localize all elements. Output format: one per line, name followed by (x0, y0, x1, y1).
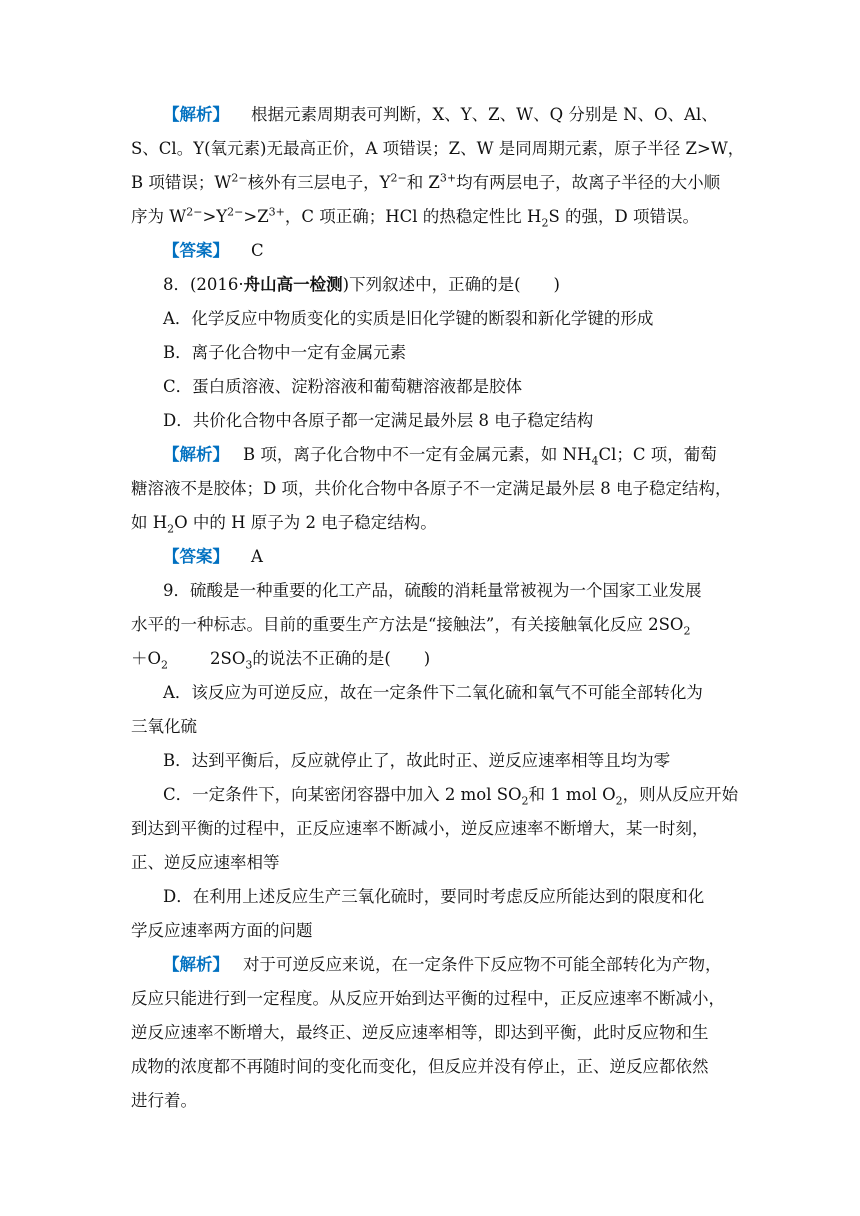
superscript: 2− (186, 205, 203, 219)
q9-option-a-line-1: A．该反应为可逆反应，故在一定条件下二氧化硫和氧气不可能全部转化为 (163, 683, 703, 702)
superscript: 2− (231, 171, 248, 185)
q9-stem-line-2 (131, 613, 690, 637)
subscript: 2 (541, 216, 549, 230)
text: )下列叙述中，正确的是( ) (342, 275, 560, 294)
q9-analysis-line-3: 逆反应速率不断增大，最终正、逆反应速率相等，即达到平衡，此时反应物和生 (131, 1023, 709, 1042)
superscript: 3+ (439, 171, 457, 185)
subscript: 2 (161, 658, 169, 672)
q7-analysis-line-4 (131, 205, 699, 229)
subscript: 2 (683, 624, 691, 638)
q9-option-c-line-1 (163, 783, 738, 807)
text: O 中的 H 原子为 2 电子稳定结构。 (174, 513, 437, 532)
q8-option-a: A．化学反应中物质变化的实质是旧化学键的断裂和新化学键的形成 (163, 309, 654, 328)
q8-analysis-line-2: 糖溶液不是胶体；D 项，共价化合物中各原子不一定满足最外层 8 电子稳定结构， (131, 479, 732, 498)
answer-value: A (251, 547, 263, 566)
text: 的说法不正确的是( ) (252, 649, 431, 668)
subscript: 2 (167, 522, 175, 536)
q9-option-b: B．达到平衡后，反应就停止了，故此时正、逆反应速率相等且均为零 (163, 751, 671, 770)
superscript: 2− (390, 171, 407, 185)
subscript: 2 (521, 794, 529, 808)
analysis-tag: 【解析】 (163, 955, 229, 974)
text: 如 H (131, 513, 168, 532)
q9-option-c-line-3: 正、逆反应速率相等 (131, 853, 280, 872)
text: 序为 W (131, 207, 187, 226)
q9-option-a-line-2: 三氧化硫 (131, 717, 197, 736)
subscript: 4 (591, 454, 599, 468)
text: ＋O (131, 649, 162, 668)
q9-analysis-line-5: 进行着。 (131, 1091, 197, 1110)
analysis-tag: 【解析】 (163, 445, 229, 464)
text: 核外有三层电子，Y (247, 173, 391, 192)
text: 根据元素周期表可判断，X、Y、Z、W、Q 分别是 N、O、Al、 (251, 105, 718, 124)
subscript: 3 (245, 658, 253, 672)
text: >Y (202, 207, 228, 226)
q9-analysis-line-4: 成物的浓度都不再随时间的变化而变化，但反应并没有停止，正、逆反应都依然 (131, 1057, 709, 1076)
q9-option-d-line-1: D．在利用上述反应生产三氧化硫时，要同时考虑反应所能达到的限度和化 (163, 887, 705, 906)
text: S、Cl。Y(氧元素)无最高正价，A 项错误；Z、W 是同周期元素，原子半径 Z>W， (131, 139, 745, 158)
superscript: 3+ (268, 205, 285, 219)
text: S 的强，D 项错误。 (548, 207, 699, 226)
subscript: 2 (615, 794, 623, 808)
q9-stem-line-1: 9．硫酸是一种重要的化工产品，硫酸的消耗量常被视为一个国家工业发展 (163, 581, 702, 600)
text: B 项错误；W (131, 173, 232, 192)
q9-option-d-line-2: 学反应速率两方面的问题 (131, 921, 313, 940)
text: 2SO (210, 649, 246, 668)
q9-option-c-line-2: 到达到平衡的过程中，正反应速率不断减小，逆反应速率不断增大，某一时刻， (131, 819, 709, 838)
q9-analysis-line-2: 反应只能进行到一定程度。从反应开始到达平衡的过程中，正反应速率不断减小， (131, 989, 725, 1008)
text: C．一定条件下，向某密闭容器中加入 2 mol SO (163, 785, 522, 804)
q8-answer-line (163, 545, 263, 569)
q8-option-d: D．共价化合物中各原子都一定满足最外层 8 电子稳定结构 (163, 411, 594, 430)
text: Cl；C 项，葡萄 (598, 445, 717, 464)
text: 8．(2016· (163, 275, 244, 294)
q7-answer-line (163, 239, 264, 263)
text: 和 1 mol O (528, 785, 616, 804)
q9-analysis-line-1 (163, 953, 722, 977)
text: B 项，离子化合物中不一定有金属元素，如 NH (243, 445, 592, 464)
answer-tag: 【答案】 (163, 547, 229, 566)
source-label: 舟山高一检测 (243, 275, 343, 294)
q9-stem-line-3 (131, 647, 430, 671)
text: 和 Z (406, 173, 440, 192)
q8-analysis-line-1 (163, 443, 717, 467)
text: 水平的一种标志。目前的重要生产方法是“接触法”，有关接触氧化反应 2SO (131, 615, 684, 634)
superscript: 2− (227, 205, 244, 219)
text: 均有两层电子，故离子半径的大小顺 (456, 173, 721, 192)
q7-analysis-line-1 (163, 103, 718, 127)
analysis-tag: 【解析】 (163, 105, 229, 124)
answer-value: C (251, 241, 264, 260)
text: 对于可逆反应来说，在一定条件下反应物不可能全部转化为产物， (243, 955, 722, 974)
answer-tag: 【答案】 (163, 241, 229, 260)
q8-option-c: C．蛋白质溶液、淀粉溶液和葡萄糖溶液都是胶体 (163, 377, 523, 396)
text: >Z (243, 207, 269, 226)
q8-stem (163, 273, 560, 297)
q8-analysis-line-3 (131, 511, 437, 535)
q7-analysis-line-3 (131, 171, 720, 195)
text: ，C 项正确；HCl 的热稳定性比 H (284, 207, 542, 226)
text: ，则从反应开始 (622, 785, 739, 804)
q7-analysis-line-2 (131, 137, 744, 161)
q8-option-b: B．离子化合物中一定有金属元素 (163, 343, 407, 362)
